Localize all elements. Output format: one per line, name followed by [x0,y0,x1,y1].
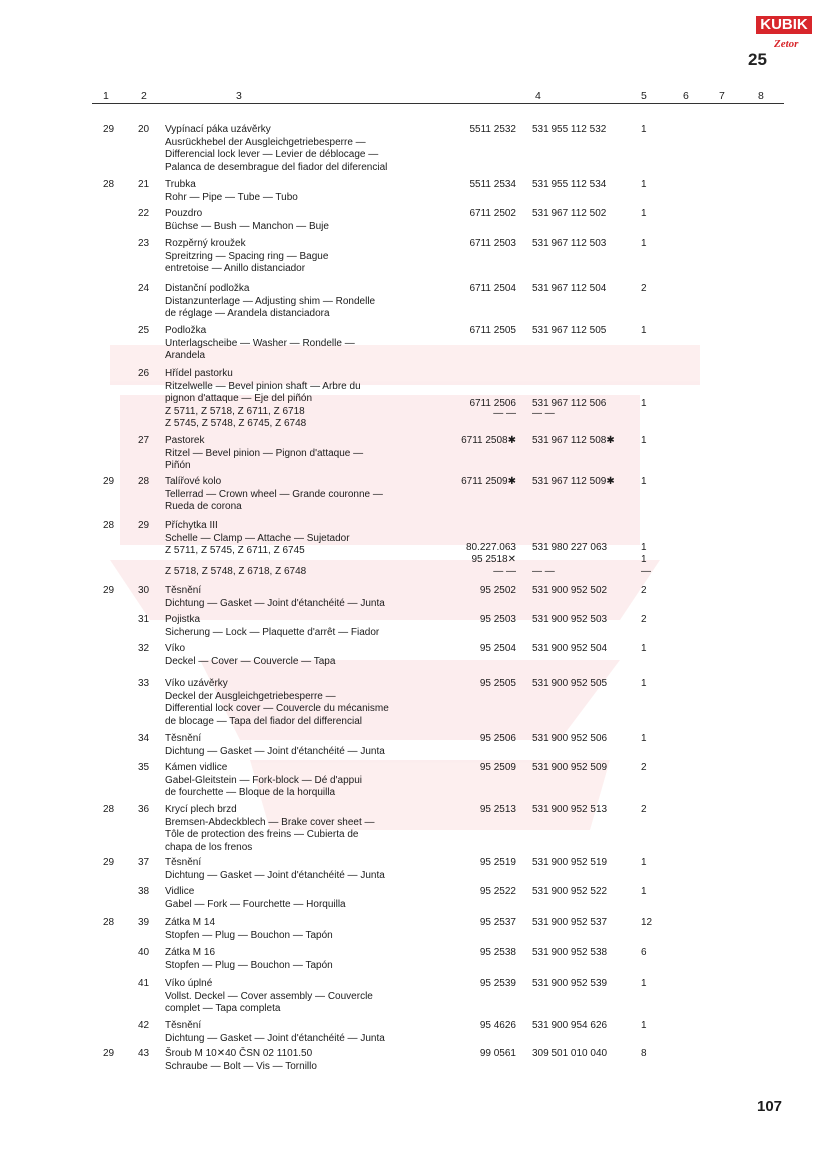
header-divider [92,103,784,104]
drawing-number: 95 2513 [479,804,516,815]
part-description: Rohr — Pipe — Tube — Tubo [165,191,298,203]
drawing-number: 6711 2509✱ [461,476,516,487]
catalog-number: 531 900 952 537 [532,917,608,928]
drawing-number: 6711 2504 [469,283,516,294]
part-name: Hřídel pastorku [165,368,233,379]
group-number: 28 [103,917,115,928]
catalog-number: 531 900 952 539 [532,978,608,989]
part-description: Deckel der Ausgleichgetriebesperre — [165,690,336,702]
quantity: 1 [641,886,647,897]
part-description: Ritzel — Bevel pinion — Pignon d'attaque — [165,447,364,459]
position-number: 39 [138,917,150,928]
group-number: 29 [103,585,115,596]
catalog-number: 531 900 952 504 [532,643,608,654]
drawing-number: 5511 2534 [469,179,516,190]
quantity: 1 [641,1020,647,1031]
quantity: 1 [641,978,647,989]
part-description: Dichtung — Gasket — Joint d'étanchéité — Junta [165,597,385,609]
part-name: Trubka [165,179,196,190]
catalog-number: 531 900 952 506 [532,733,608,744]
page-number: 107 [757,1098,783,1115]
quantity: 1 [641,678,647,689]
part-description: Distanzunterlage — Adjusting shim — Rondelle [165,295,376,307]
part-description: complet — Tapa completa [165,1003,281,1014]
position-number: 33 [138,678,150,689]
column-header-7: 7 [719,90,725,102]
group-number: 29 [103,476,115,487]
part-description: Z 5711, Z 5718, Z 6711, Z 6718 [165,405,305,417]
quantity: 1 [641,733,647,744]
position-number: 26 [138,368,150,379]
catalog-number: — — [532,566,555,577]
catalog-number: 531 955 112 534 [532,179,607,190]
position-number: 37 [138,857,150,868]
part-description: Arandela [165,350,206,361]
part-description: Spreitzring — Spacing ring — Bague [165,250,329,262]
corner-page-number: 25 [748,50,767,69]
quantity: 1 [641,124,647,135]
drawing-number: — — [493,566,516,577]
column-header-8: 8 [758,90,764,102]
column-header-5: 5 [641,90,647,102]
quantity: 1 [641,179,647,190]
part-description: Büchse — Bush — Manchon — Buje [165,220,329,232]
position-number: 43 [138,1048,150,1059]
drawing-number: 95 2509 [479,762,516,773]
position-number: 29 [138,520,150,531]
catalog-number: 531 900 952 519 [532,857,608,868]
catalog-number: 531 967 112 503 [532,238,607,249]
drawing-number: 80.227.063 [465,542,516,553]
part-name: Šroub M 10✕40 ČSN 02 1101.50 [165,1048,313,1059]
position-number: 28 [138,476,150,487]
quantity: 2 [641,585,647,596]
part-description: Gabel-Gleitstein — Fork-block — Dé d'appui [165,774,362,786]
quantity: 1 [641,476,647,487]
drawing-number: 95 2504 [479,643,516,654]
catalog-number: 531 967 112 505 [532,325,607,336]
drawing-number: 95 2538 [479,947,516,958]
dash-mark: — — [493,408,516,419]
catalog-number: 309 501 010 040 [532,1048,608,1059]
part-description: de réglage — Arandela distanciadora [165,308,330,319]
catalog-number: 531 900 952 522 [532,886,608,897]
group-number: 29 [103,124,115,135]
part-name: Pouzdro [165,208,203,219]
group-number: 28 [103,804,115,815]
quantity: 2 [641,283,647,294]
quantity: 1 [641,398,647,409]
quantity: 8 [641,1048,647,1059]
position-number: 40 [138,947,150,958]
quantity: 2 [641,804,647,815]
part-description: Stopfen — Plug — Bouchon — Tapón [165,959,333,971]
column-header-6: 6 [683,90,689,102]
quantity: 2 [641,762,647,773]
drawing-number: 95 2502 [479,585,516,596]
part-description: Ausrückhebel der Ausgleichgetriebesperre — [165,136,366,148]
group-number: 29 [103,1048,115,1059]
drawing-number: 95 2522 [479,886,516,897]
part-name: Pojistka [165,614,201,625]
quantity: 1 [641,435,647,446]
part-description: Dichtung — Gasket — Joint d'étanchéité — Junta [165,1032,385,1044]
quantity: 1 [641,542,647,553]
part-description: Dichtung — Gasket — Joint d'étanchéité — Junta [165,869,385,881]
drawing-number: 95 2505 [479,678,516,689]
position-number: 22 [138,208,150,219]
position-number: 34 [138,733,150,744]
catalog-number: 531 900 952 513 [532,804,608,815]
part-description: Differential lock cover — Couvercle du mécanisme [165,703,389,714]
part-description: Bremsen-Abdeckblech — Brake cover sheet — [165,816,375,828]
drawing-number: 95 4626 [479,1020,516,1031]
part-description: Tellerrad — Crown wheel — Grande couronne — [165,488,383,500]
part-name: Talířové kolo [165,476,222,487]
part-name: Z 5718, Z 5748, Z 6718, Z 6748 [165,566,307,577]
part-name: Těsnění [165,1020,202,1031]
position-number: 25 [138,325,150,336]
column-header-1: 1 [103,90,109,102]
part-description: Schelle — Clamp — Attache — Sujetador [165,532,350,544]
drawing-number: 95 2539 [479,978,516,989]
part-description: Schraube — Bolt — Vis — Tornillo [165,1060,317,1072]
quantity: 1 [641,643,647,654]
part-name: Těsnění [165,585,202,596]
logo-sub-wordmark: Zetor [774,38,799,50]
part-name: Víko uzávěrky [165,678,228,689]
column-header-2: 2 [141,90,147,102]
part-name: Vidlice [165,886,195,897]
part-description: Sicherung — Lock — Plaquette d'arrêt — Fiador [165,626,380,638]
position-number: 38 [138,886,150,897]
part-description: Gabel — Fork — Fourchette — Horquilla [165,898,346,910]
catalog-number: 531 967 112 506 [532,398,607,409]
part-description: Differencial lock lever — Levier de déblocage — [165,149,379,160]
catalog-number: 531 900 952 538 [532,947,608,958]
position-number: 21 [138,179,150,190]
column-header-4: 4 [535,90,541,102]
dash-mark: — — [532,408,555,419]
position-number: 27 [138,435,150,446]
catalog-number: 531 900 954 626 [532,1020,608,1031]
catalog-number: 531 955 112 532 [532,124,607,135]
part-description: pignon d'attaque — Eje del piñón [165,393,313,404]
part-name: Zátka M 16 [165,947,216,958]
part-description: Ritzelwelle — Bevel pinion shaft — Arbre du [165,380,361,392]
catalog-number: 531 900 952 509 [532,762,608,773]
part-name: Víko úplné [165,978,213,989]
position-number: 24 [138,283,150,294]
position-number: 32 [138,643,150,654]
quantity: 1 [641,325,647,336]
drawing-number: 6711 2503 [469,238,516,249]
part-name: Vypínací páka uzávěrky [165,124,271,135]
drawing-number: 6711 2506 [469,398,516,409]
position-number: 30 [138,585,150,596]
quantity: — [641,566,651,577]
part-description: Palanca de desembrague del fiador del diferencial [165,161,388,173]
part-name: Podložka [165,325,207,336]
part-description: Dichtung — Gasket — Joint d'étanchéité — Junta [165,745,385,757]
drawing-number: 95 2537 [479,917,516,928]
drawing-number: 6711 2502 [469,208,516,219]
part-description: Z 5711, Z 5745, Z 6711, Z 6745 [165,545,305,556]
part-name: Těsnění [165,857,202,868]
part-name: Pastorek [165,435,205,446]
drawing-number: 99 0561 [479,1048,516,1059]
drawing-number: 6711 2505 [469,325,516,336]
part-description: Z 5745, Z 5748, Z 6745, Z 6748 [165,418,307,429]
group-number: 28 [103,520,115,531]
catalog-number: 531 967 112 508✱ [532,435,615,446]
group-number: 28 [103,179,115,190]
catalog-number: 531 967 112 502 [532,208,607,219]
quantity: 12 [641,917,653,928]
part-description: de fourchette — Bloque de la horquilla [165,787,336,798]
part-name: Distanční podložka [165,283,250,294]
part-name: Rozpěrný kroužek [165,238,246,249]
position-number: 23 [138,238,150,249]
part-description: Piñón [165,460,191,471]
catalog-number: 531 967 112 504 [532,283,607,294]
quantity: 1 [641,238,647,249]
position-number: 20 [138,124,150,135]
alt-quantity: 1 [641,554,647,565]
catalog-number: 531 900 952 503 [532,614,608,625]
part-description: Unterlagscheibe — Washer — Rondelle — [165,337,355,349]
drawing-number: 5511 2532 [469,124,516,135]
part-name: Kámen vidlice [165,762,228,773]
drawing-number: 95 2519 [479,857,516,868]
part-description: Rueda de corona [165,501,242,512]
part-description: Vollst. Deckel — Cover assembly — Couvercle [165,990,373,1002]
quantity: 1 [641,857,647,868]
position-number: 42 [138,1020,150,1031]
part-description: entretoise — Anillo distanciador [165,263,306,274]
part-name: Zátka M 14 [165,917,216,928]
part-description: chapa de los frenos [165,841,253,853]
column-header-3: 3 [236,90,242,102]
catalog-number: 531 900 952 502 [532,585,608,596]
position-number: 36 [138,804,150,815]
catalog-number: 531 980 227 063 [532,542,608,553]
group-number: 29 [103,857,115,868]
quantity: 2 [641,614,647,625]
drawing-number: 95 2503 [479,614,516,625]
quantity: 6 [641,947,647,958]
quantity: 1 [641,208,647,219]
position-number: 31 [138,614,150,625]
position-number: 41 [138,978,150,989]
position-number: 35 [138,762,150,773]
part-name: Krycí plech brzd [165,804,237,815]
drawing-number: 6711 2508✱ [461,435,516,446]
part-name: Těsnění [165,733,202,744]
part-description: Deckel — Cover — Couvercle — Tapa [165,655,336,667]
drawing-number: 95 2506 [479,733,516,744]
part-description: Tôle de protection des freins — Cubierta de [165,829,359,840]
catalog-number: 531 967 112 509✱ [532,476,615,487]
part-description: de blocage — Tapa del fiador del differencial [165,715,362,727]
logo-wordmark: KUBIK [756,16,812,34]
part-name: Víko [165,643,186,654]
alt-drawing-number: 95 2518✕ [471,554,516,565]
catalog-number: 531 900 952 505 [532,678,608,689]
part-name: Příchytka III [165,520,218,531]
part-description: Stopfen — Plug — Bouchon — Tapón [165,929,333,941]
